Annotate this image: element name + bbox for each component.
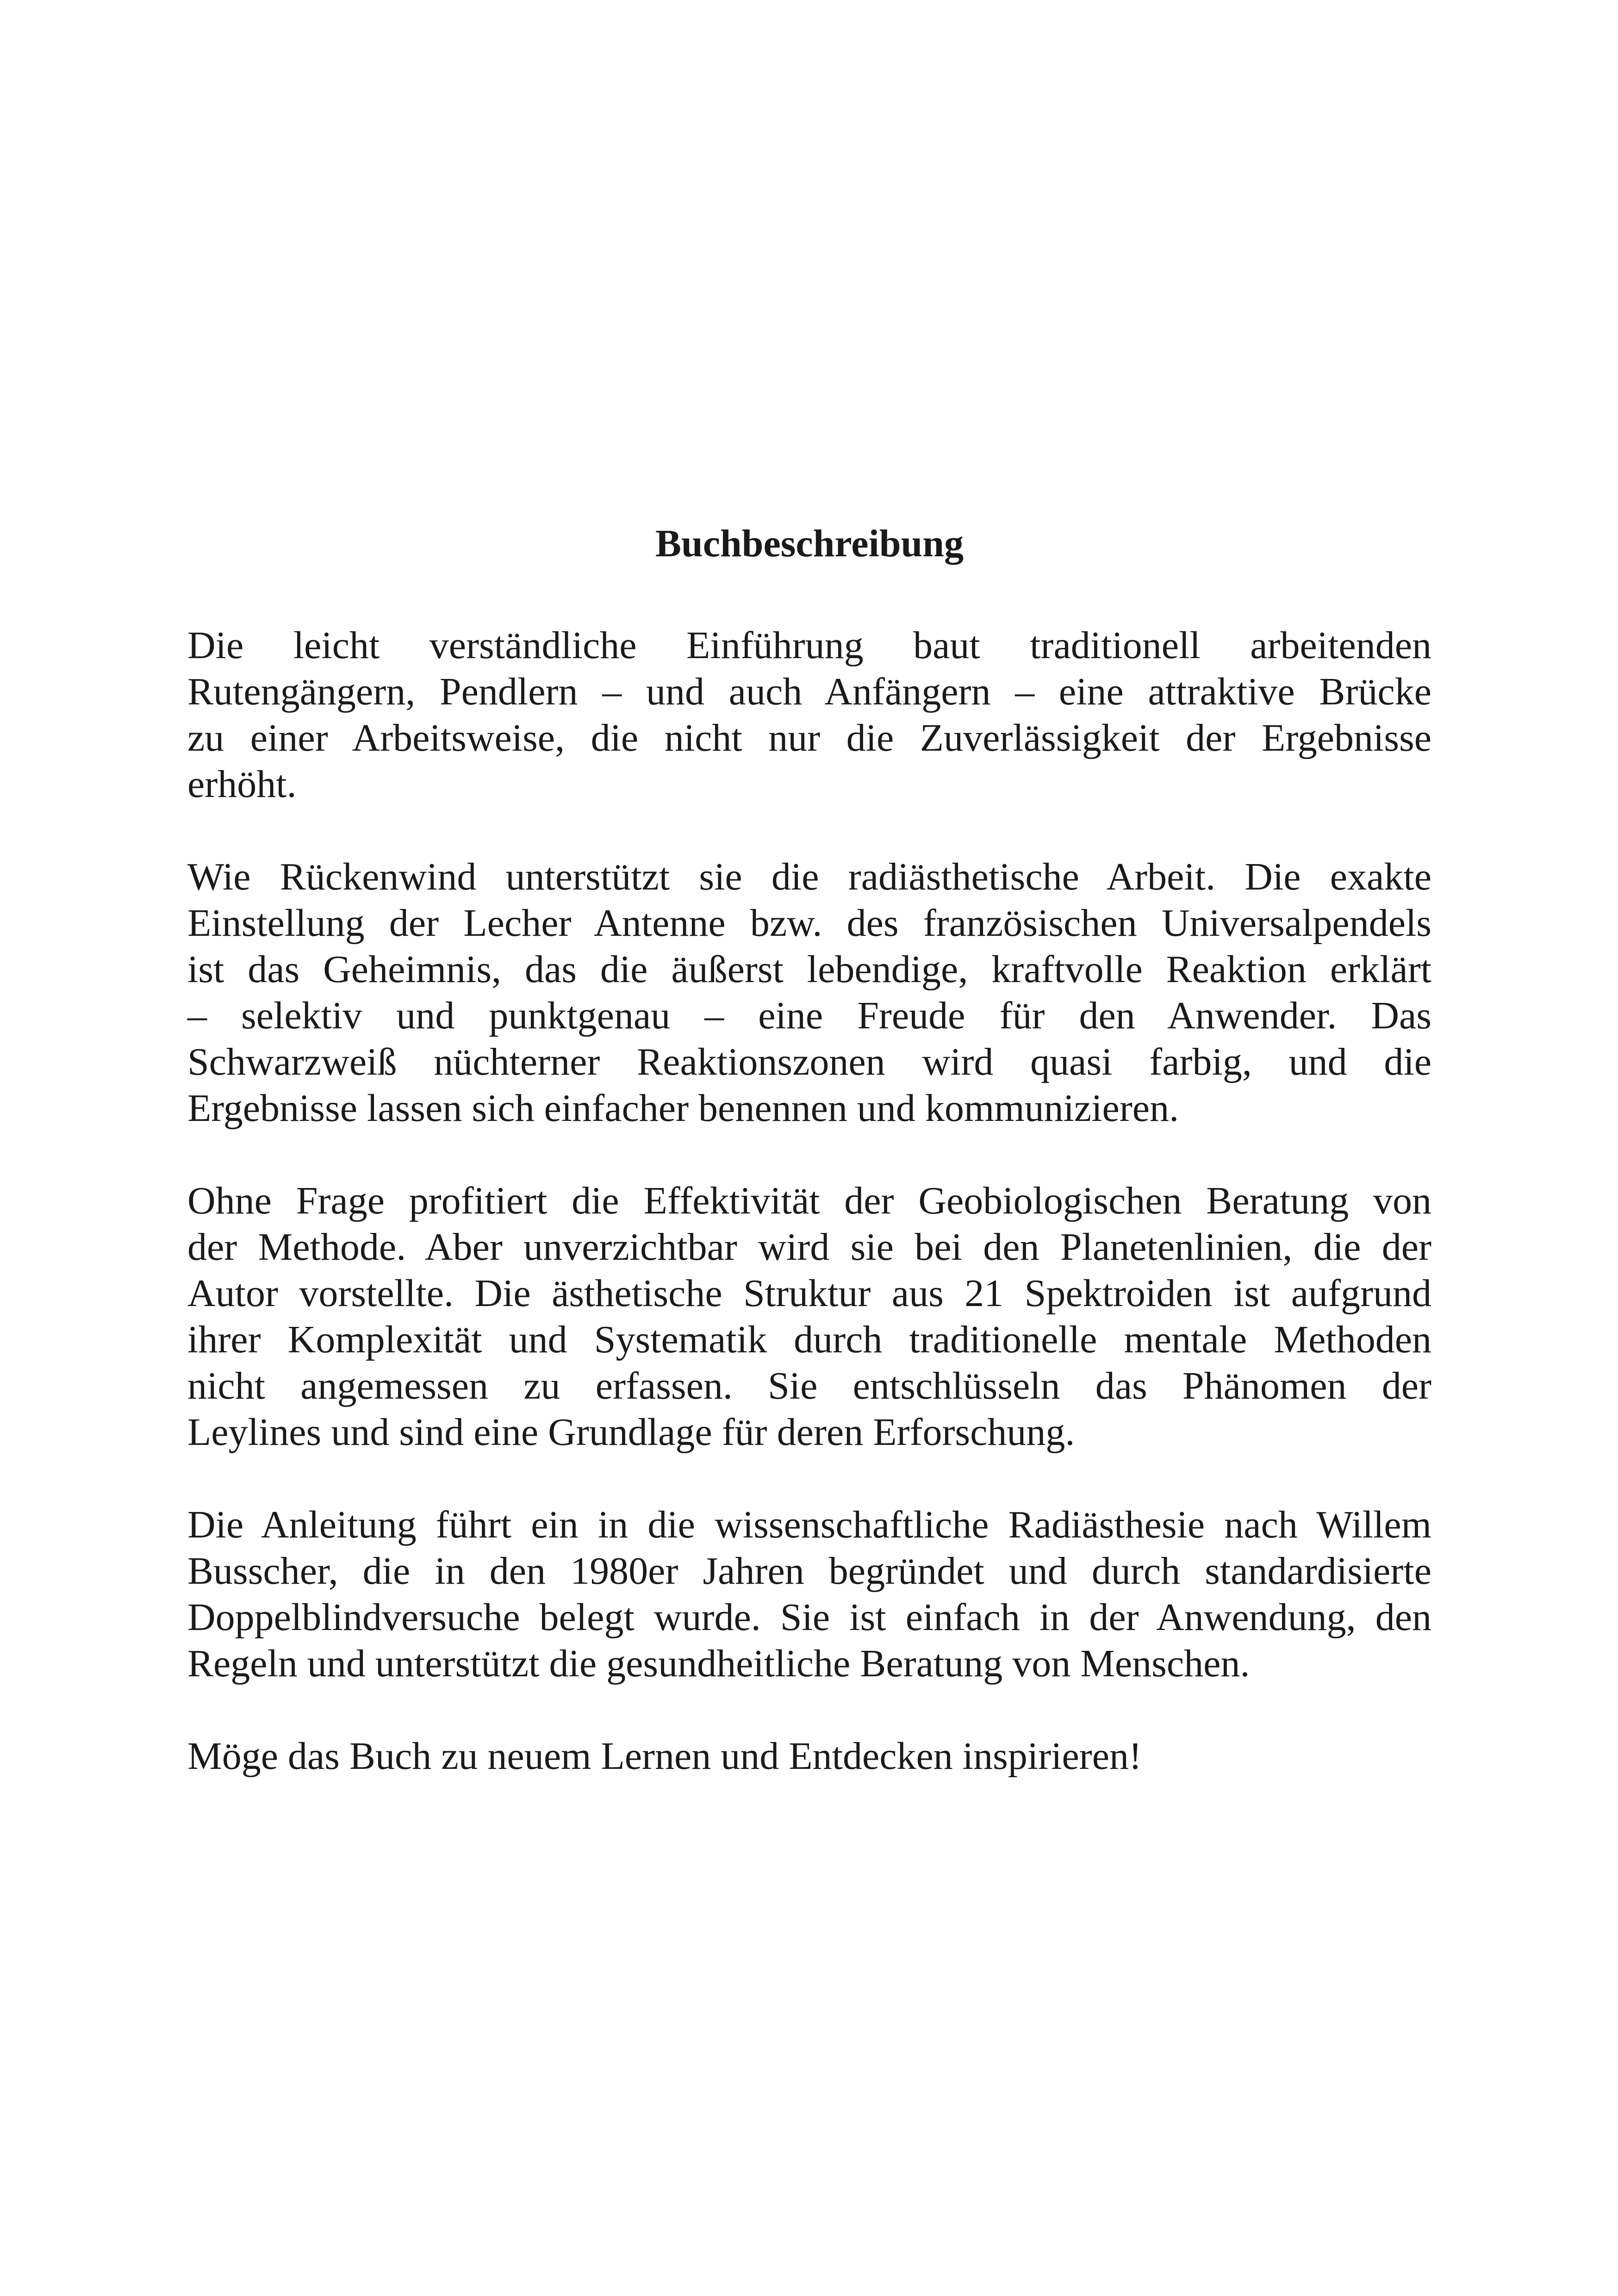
text-line: Autor vorstellte. Die ästhetische Struktur aus 21 Spektroiden ist aufgrund	[187, 1272, 1431, 1315]
text-line: Ohne Frage profitiert die Effektivität der Geobiologischen Beratung von	[187, 1179, 1431, 1222]
paragraph-2	[187, 854, 1431, 1132]
text-line: ihrer Komplexität und Systematik durch traditionelle mentale Methoden	[187, 1318, 1431, 1361]
text-line: Die Anleitung führt ein in die wissenschaftliche Radiästhesie nach Willem	[187, 1503, 1431, 1546]
paragraph-3	[187, 1178, 1431, 1456]
text-line: Ergebnisse lassen sich einfacher benennen und kommunizieren.	[187, 1087, 1179, 1130]
page-title: Buchbeschreibung	[655, 522, 964, 565]
text-line: zu einer Arbeitsweise, die nicht nur die Zuverlässigkeit der Ergebnisse	[187, 716, 1431, 759]
text-line: Leylines und sind eine Grundlage für deren Erforschung.	[187, 1411, 1075, 1454]
text-line: erhöht.	[187, 763, 297, 806]
text-line: Regeln und unterstützt die gesundheitliche Beratung von Menschen.	[187, 1642, 1250, 1685]
text-line: Schwarzweiß nüchterner Reaktionszonen wird quasi farbig, und die	[187, 1040, 1431, 1083]
book-description-page	[187, 521, 1431, 1826]
paragraph-5	[187, 1733, 1431, 1780]
text-line: Doppelblindversuche belegt wurde. Sie ist einfach in der Anwendung, den	[187, 1596, 1431, 1639]
text-line: Die leicht verständliche Einführung baut traditionell arbeitenden	[187, 624, 1431, 667]
text-line: – selektiv und punktgenau – eine Freude für den Anwender. Das	[187, 994, 1431, 1037]
text-line: ist das Geheimnis, das die äußerst lebendige, kraftvolle Reaktion erklärt	[187, 948, 1431, 991]
paragraph-1	[187, 622, 1431, 808]
text-line: Busscher, die in den 1980er Jahren begründet und durch standardisierte	[187, 1549, 1431, 1593]
text-line: nicht angemessen zu erfassen. Sie entschlüsseln das Phänomen der	[187, 1364, 1431, 1407]
paragraph-4	[187, 1502, 1431, 1687]
text-line: Wie Rückenwind unterstützt sie die radiästhetische Arbeit. Die exakte	[187, 855, 1431, 898]
text-line: Einstellung der Lecher Antenne bzw. des französischen Universalpendels	[187, 902, 1431, 945]
text-line: der Methode. Aber unverzichtbar wird sie bei den Planetenlinien, die der	[187, 1226, 1431, 1269]
text-line: Möge das Buch zu neuem Lernen und Entdecken inspirieren!	[187, 1735, 1142, 1778]
text-line: Rutengängern, Pendlern – und auch Anfängern – eine attraktive Brücke	[187, 670, 1431, 713]
